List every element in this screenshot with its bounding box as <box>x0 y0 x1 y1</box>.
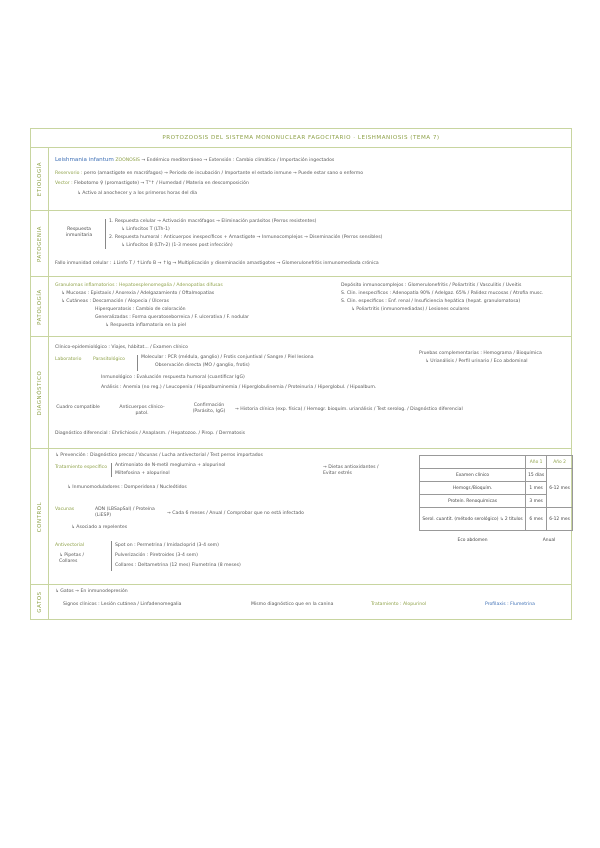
summary-sheet <box>30 128 572 620</box>
table-row: Serol. cuantit. (método serológico) ↳ 2 títulos 6 mes 6-12 mes <box>420 508 573 531</box>
table-header-row: Año 1 Año 2 <box>420 456 573 469</box>
section-label: PATOGENIA <box>36 225 43 262</box>
section-patogenia: PATOGENIA Respuesta inmunitaria 1. Respuesta celular → Activación macrófagos → Eliminación parásitos (Perros resistentes) ↳ Linfocitos T (LTh-1) 2. Respuesta humoral : Anticuerpos inespecíficos + Amastigote → Inmunocomplejos → Diseminación (Perros sensibles) ↳ Linfocitos B (LTh-2) (1-3 meses post infección) Fallo inmunidad celular : ↓Linfo T / ↑Linfo B → ↑Ig → Multiplicación y diseminación amastigotes → Glomerulonefritis inmunomediada crónica <box>31 211 571 277</box>
section-diagnostico: DIAGNÓSTICO Clínico-epidemiológico : Viajes, hábitat... / Examen clínico Laboratorio Parasitológico Molecular : PCR (médula, ganglio) / Frotis conjuntival / Sangre / Piel lesiona Observación directa (MO / ganglio, frotis) Inmunológico : Evaluación respuesta humoral (cuantificar IgG) Análisis : Anemia (no reg.) / Leucopenia / Hipoalbuminemia / Hiperglobulinemia / Proteinuria / Hiperglobul. / Hipoalbum. Pruebas complementarias : Hemograma / Bioquímica ↳ Urianálisis / Perfil urinario / Eco abdominal Cuadro compatible Anticuerpos clínico-patol. Confirmación (Parásito, IgG) → Historia clínica (exp. física) / Hemogr. bioquím. urianálisis / Test serolog. / Diagnóstico diferencial Diagnóstico diferencial : Ehrlichiosis / Anaplasm. / Hepatozoo. / Pirop. / Dermatosis <box>31 337 571 449</box>
section-label: ETIOLOGÍA <box>36 161 43 196</box>
section-control: CONTROL ↳ Prevención : Diagnóstico precoz / Vacunas / Lucha antivectorial / Test perros importados Tratamiento específico Antimoniato de N-metil meglumina + alopurinol Miltefosina + alopurinol → Dietas antioxidantes / Evitar estrés ↳ Inmunomoduladores : Domperidona / Nucleótidos Vacunas ADN (LBSapSal) / Proteína (LiESP) → Cada 6 meses / Anual / Comprobar que no está infectado ↳ Asociado a repelentes Antivectorial ↳ Pipetas / Collares Spot on : Permetrina / Imidacloprid (3-4 sem) Pulverización : Piretroides (3-4 sem) Collares : Deltametrina (12 mes) Flumetrina (8 meses) Año 1 Año 2 Examen clínico 15 días 6-12 mes Hemogr./Bioquím. 1 mes Proteín. Renoquímicas 3 mes Serol. cuantit. (método serológico) ↳ 2 títulos 6 mes 6-12 mes Eco abdomen Anual <box>31 449 571 585</box>
section-label: GATOS <box>36 591 43 613</box>
table-row: Examen clínico 15 días 6-12 mes <box>420 469 573 482</box>
table-row: Hemogr./Bioquím. 1 mes <box>420 482 573 495</box>
table-row: Eco abdomen Anual <box>457 537 556 543</box>
section-label: CONTROL <box>36 501 43 532</box>
control-schedule-table <box>419 455 573 549</box>
table-row: Proteín. Renoquímicas 3 mes <box>420 495 573 508</box>
organism-name: Leishmania infantum <box>55 157 114 163</box>
section-gatos: GATOS ↳ Gatos → En inmunodepresión Signos clínicos : Lesión cutánea / Linfadenomegalia Mismo diagnóstico que en la canina Tratamiento : Alopurinol Profilaxis : Flumetrina <box>31 585 571 619</box>
section-etiologia: ETIOLOGÍA Leishmania infantum ZOONOSIS → Endémico mediterráneo → Extensión : Cambio climático / Importación ingectados Reservorio : perro (amastigote en macrófagos) → Periodo de incubación / Importante el estado inmune → Puede estar sano o enfermo Vector : Flebotomo ♀ (promastigote) → T°↑ / Humedad / Materia en descomposición ↳ Activo al anochecer y a los primeros horas del día <box>31 147 571 211</box>
section-label: PATOLOGÍA <box>36 288 43 325</box>
section-patologia: PATOLOGÍA Granulomas inflamatorios : Hepatoesplenomegalia / Adenopatías difusas ↳ Mucosas : Epistaxis / Anorexia / Adelgazamiento / Oftalmopatías ↳ Cutáneas : Descamación / Alopecia / Úlceras Hiperqueratosis : Cambio de coloración Generalizadas : Forma queratoseborreica / F. ulcerativa / F. nodular ↳ Respuesta inflamatoria en la piel Depósito inmunocomplejos : Glomerulonefritis / Poliartritis / Vasculitis / Uveitis S. Clin. inespecíficos : Adenopatía 90% / Adelgaz. 65% / Palidez mucosas / Atrofia musc. S. Clin. específicos : Enf. renal / Insuficiencia hepática (hepat. granulomatosa) ↳ Poliartritis (inmunomediadas) / Lesiones oculares <box>31 277 571 337</box>
page-title: PROTOZOOSIS DEL SISTEMA MONONUCLEAR FAGOCITARIO · LEISHMANIOSIS (TEMA 7) <box>31 129 571 148</box>
section-label: DIAGNÓSTICO <box>36 370 43 415</box>
